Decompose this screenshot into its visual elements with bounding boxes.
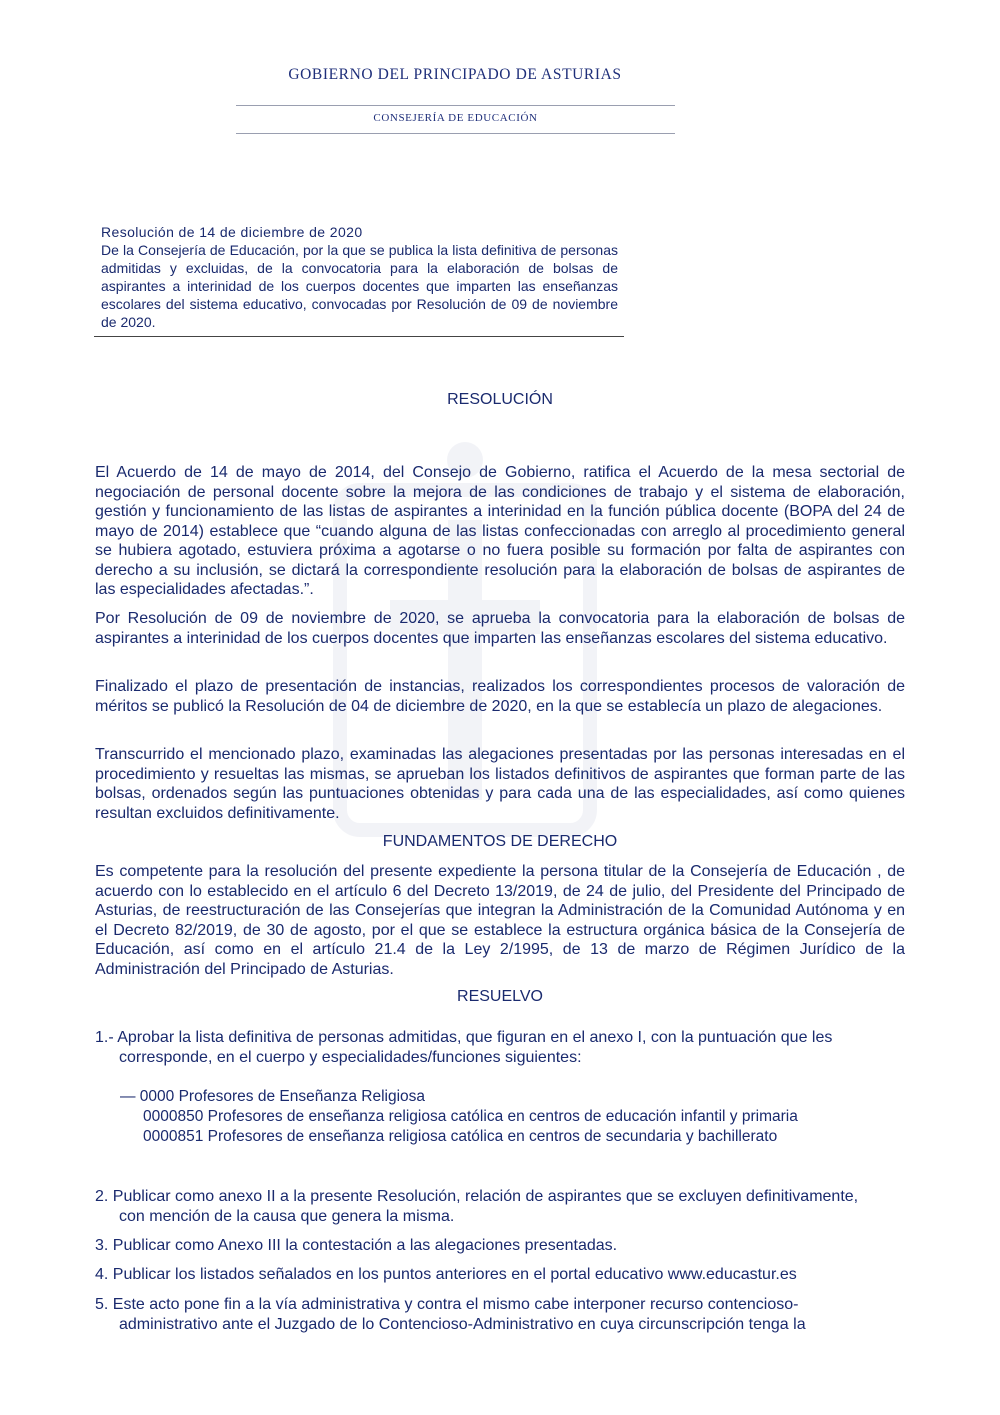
resuelvo-item-3: 3. Publicar como Anexo III la contestación a las alegaciones presentadas. xyxy=(95,1237,618,1254)
resuelvo-item-4: 4. Publicar los listados señalados en los puntos anteriores en el portal educativo www.educastur.es xyxy=(95,1266,797,1283)
fundamentos-heading: FUNDAMENTOS DE DERECHO xyxy=(382,833,618,850)
item-5-continuation: administrativo ante el Juzgado de lo Contencioso-Administrativo en cuya circunscripción tenga la xyxy=(119,1315,806,1333)
specialty-item: 0000851 Profesores de enseñanza religiosa católica en centros de secundaria y bachillerato xyxy=(143,1128,778,1145)
resolution-date: Resolución de 14 de diciembre de 2020 xyxy=(101,224,363,240)
page-title: RESOLUCIÓN xyxy=(447,391,553,408)
item-2-first-line: 2. Publicar como anexo II a la presente Resolución, relación de aspirantes que se excluyen definitivamente, xyxy=(95,1188,859,1205)
resolution-description: De la Consejería de Educación, por la que se publica la lista definitiva de personas admitidas y excluidas, de la convocatoria para la elaboración de bolsas de aspirantes a interinidad de los cuerpos docentes que imparten las enseñanzas escolares del sistema educativo, convocadas por Resolución de 09 de noviembre de 2020. xyxy=(101,242,618,330)
paragraph-acuerdo: El Acuerdo de 14 de mayo de 2014, del Consejo de Gobierno, ratifica el Acuerdo de la mesa sectorial de negociación de personal docente sobre la mejora de las condiciones de trabajo y el sistema de elaboración, gestión y funcionamiento de las listas de aspirantes a interinidad en la función pública docente (BOPA del 24 de mayo de 2014) establece que “cuando alguna de las listas confeccionadas con arreglo al procedimiento general se hubiera agotado, estuviera próxima a agotarse o no fuera posible su formación por falta de aspirantes con derecho a su inclusión, se dictará la correspondiente resolución para la elaboración de bolsas de aspirantes de las especialidades afectadas.”. xyxy=(95,464,905,598)
item-2-continuation: con mención de la causa que genera la misma. xyxy=(119,1207,455,1225)
specialty-item: 0000850 Profesores de enseñanza religiosa católica en centros de educación infantil y primaria xyxy=(143,1108,798,1125)
item-1-first-line: 1.- Aprobar la lista definitiva de personas admitidas, que figuran en el anexo I, con la puntuación que les xyxy=(95,1029,833,1046)
specialties-list xyxy=(120,1087,798,1147)
item-5-first-line: 5. Este acto pone fin a la vía administrativa y contra el mismo cabe interponer recurso contencioso- xyxy=(95,1296,799,1313)
resolution-summary xyxy=(101,223,618,331)
paragraph-plazo: Finalizado el plazo de presentación de instancias, realizados los correspondientes procesos de valoración de méritos se publicó la Resolución de 04 de diciembre de 2020, en la que se establecía un plazo de alegaciones. xyxy=(95,678,905,715)
header-rule-top xyxy=(236,105,675,106)
summary-rule xyxy=(94,336,624,337)
resuelvo-item-1 xyxy=(95,1028,905,1067)
specialty-group: — 0000 Profesores de Enseñanza Religiosa xyxy=(120,1088,426,1105)
paragraph-convocatoria: Por Resolución de 09 de noviembre de 2020, se aprueba la convocatoria para la elaboración de bolsas de aspirantes a interinidad de los cuerpos docentes que imparten las enseñanzas escolares del sistema educativo. xyxy=(95,610,905,647)
fundamentos-text: Es competente para la resolución del presente expediente la persona titular de la Consejería de Educación , de acuerdo con lo establecido en el artículo 6 del Decreto 13/2019, de 24 de julio, del Presidente del Principado de Asturias, de reestructuración de las Consejerías que integran la Administración de la Comunidad Autónoma y en el Decreto 82/2019, de 30 de agosto, por el que se establece la estructura orgánica básica de la Consejería de Educación, así como en el artículo 21.4 de la Ley 2/1995, de 13 de marzo de Régimen Jurídico de la Administración del Principado de Asturias. xyxy=(95,863,905,978)
paragraph-alegaciones: Transcurrido el mencionado plazo, examinadas las alegaciones presentadas por las personas interesadas en el procedimiento y resueltas las mismas, se aprueban los listados definitivos de aspirantes que forman parte de las bolsas, ordenados según las puntuaciones obtenidas y para cada una de las especialidades, así como quienes resultan excluidos definitivamente. xyxy=(95,746,905,822)
resuelvo-item-2 xyxy=(95,1187,905,1226)
department-header: CONSEJERÍA DE EDUCACIÓN xyxy=(373,112,538,124)
resuelvo-item-5 xyxy=(95,1295,905,1334)
resuelvo-heading: RESUELVO xyxy=(457,988,543,1005)
government-header: GOBIERNO DEL PRINCIPADO DE ASTURIAS xyxy=(288,66,622,83)
item-1-continuation: corresponde, en el cuerpo y especialidades/funciones siguientes: xyxy=(119,1048,582,1066)
header-rule-bottom xyxy=(236,133,675,134)
